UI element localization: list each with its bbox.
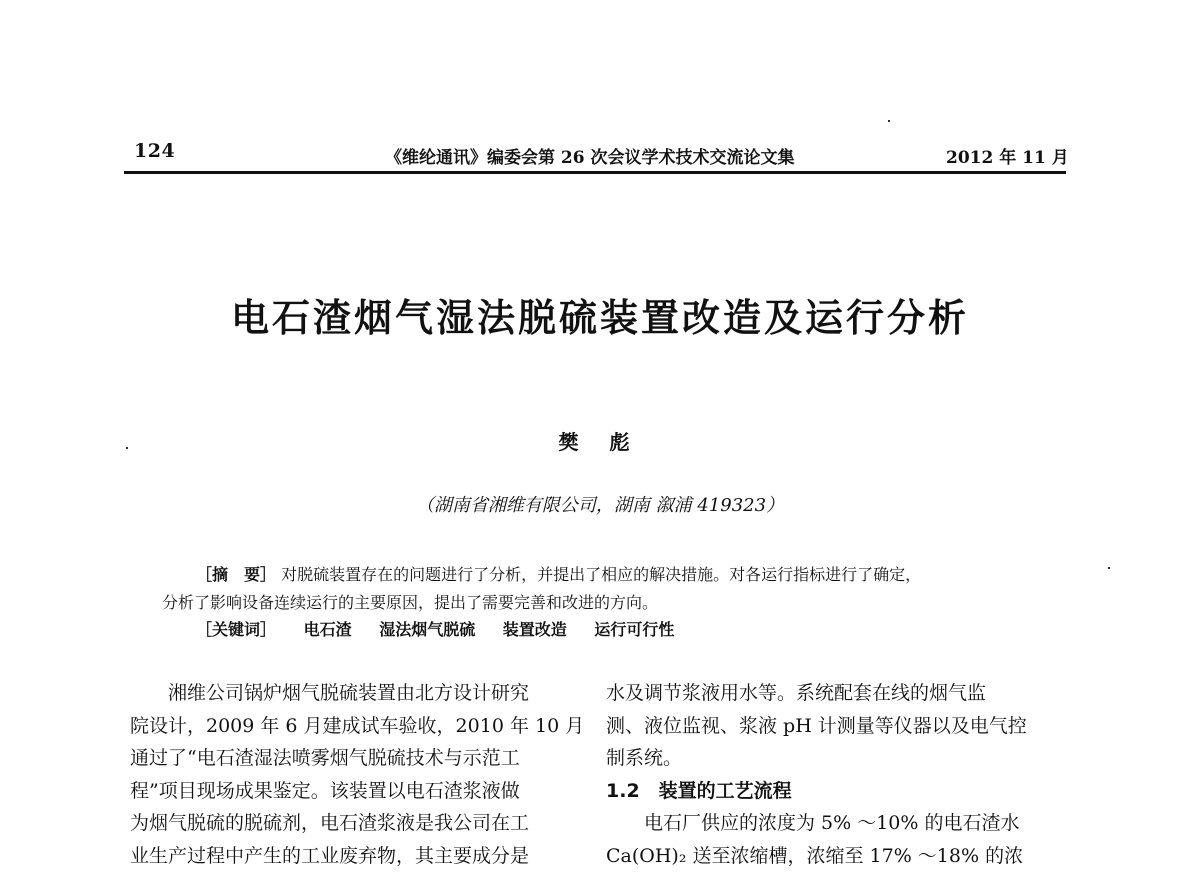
body-line: 湘维公司锅炉烟气脱硫装置由北方设计研究: [168, 682, 530, 704]
abstract-line-2: 分析了影响设备连续运行的主要原因，提出了需要完善和改进的方向。: [162, 593, 659, 612]
keyword-item: 电石渣: [303, 620, 352, 639]
body-line: 水及调节浆液用水等。系统配套在线的烟气监: [606, 682, 987, 704]
keyword-item: 运行可行性: [594, 620, 675, 639]
body-line: 业生产过程中产生的工业废弃物，其主要成分是: [130, 844, 530, 867]
body-column-left: [130, 677, 590, 872]
abstract-line-1: [196, 562, 921, 585]
keywords-label: ［关键词］: [196, 620, 277, 639]
keywords-line: [196, 617, 696, 640]
abstract-label: ［摘 要］: [196, 565, 277, 584]
scan-speck: [888, 120, 890, 122]
scan-speck: [1108, 567, 1110, 569]
page-number: 124: [134, 140, 176, 162]
running-title: 《维纶通讯》编委会第 26 次会议学术技术交流论文集: [385, 148, 795, 168]
article-title: 电石渣烟气湿法脱硫装置改造及运行分析: [230, 296, 969, 340]
body-column-right: [606, 677, 1086, 872]
body-line: 为烟气脱硫的脱硫剂，电石渣浆液是我公司在工: [130, 812, 530, 834]
author-name: 樊 彪: [558, 430, 642, 454]
body-line: 院设计，2009 年 6 月建成试车验收，2010 年 10 月: [130, 714, 585, 737]
body-line: 制系统。: [606, 747, 683, 769]
issue-date: 2012 年 11 月: [946, 148, 1069, 168]
body-line: 程”项目现场成果鉴定。该装置以电石渣浆液做: [130, 779, 520, 802]
body-line: 测、液位监视、浆液 pH 计测量等仪器以及电气控: [606, 714, 1027, 737]
body-line: 通过了“电石渣湿法喷雾烟气脱硫技术与示范工: [130, 747, 520, 769]
header-rule: [124, 171, 1066, 174]
body-line: 电石厂供应的浓度为 5% ～10% 的电石渣水: [644, 812, 1020, 834]
keyword-item: 湿法烟气脱硫: [379, 620, 476, 639]
keyword-item: 装置改造: [502, 620, 567, 639]
abstract-text-1: 对脱硫装置存在的问题进行了分析，并提出了相应的解决措施。对各运行指标进行了确定，: [281, 565, 922, 584]
body-line: Ca(OH)₂ 送至浓缩槽，浓缩至 17% ～18% 的浓: [606, 844, 1024, 867]
author-affiliation: （湖南省湘维有限公司，湖南 溆浦 419323）: [415, 495, 785, 516]
section-heading: 1.2 装置的工艺流程: [606, 779, 792, 802]
